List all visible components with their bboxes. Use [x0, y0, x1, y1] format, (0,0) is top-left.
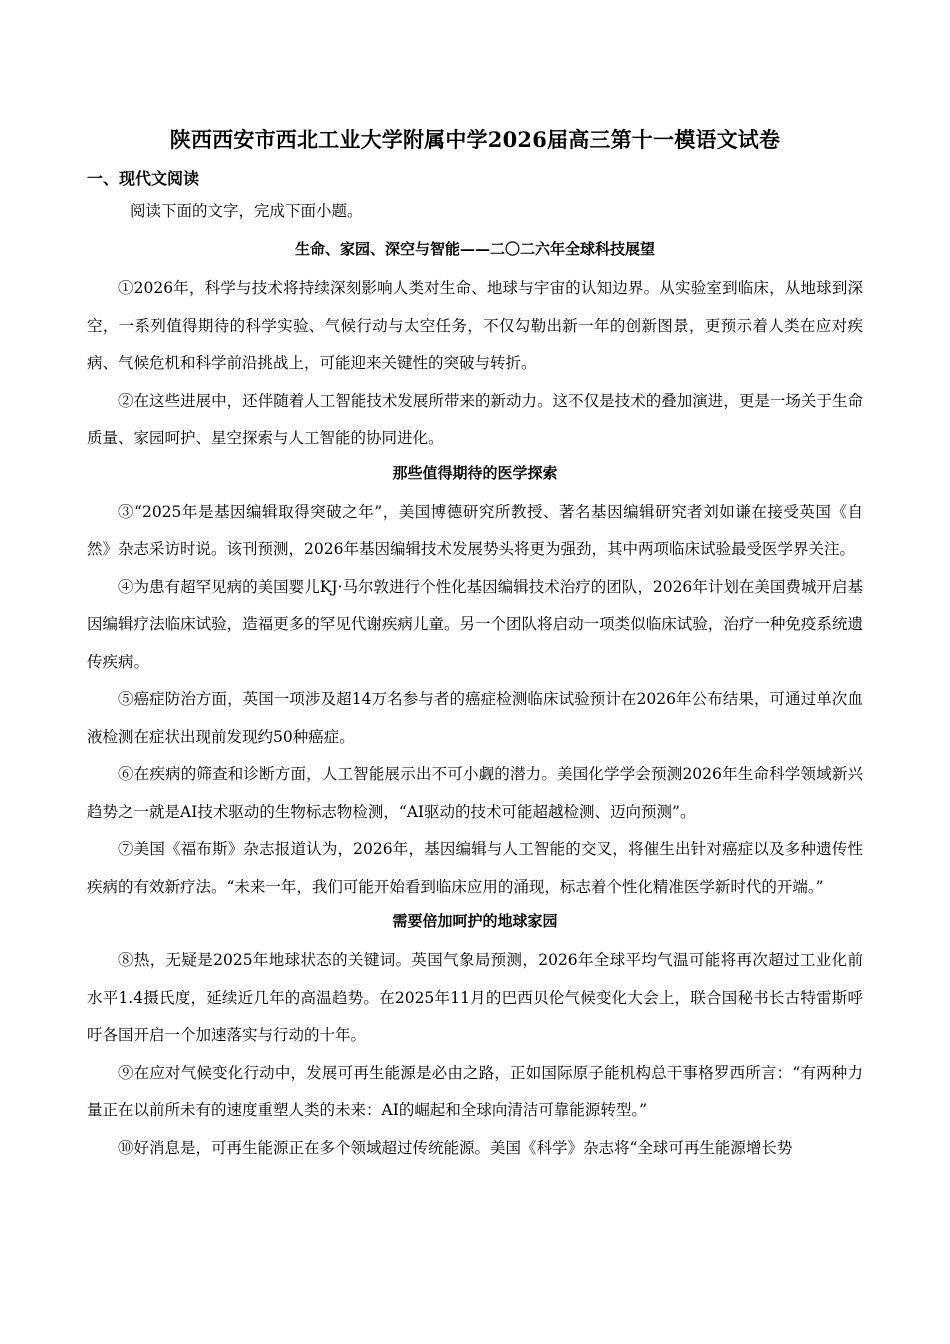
- paragraph-10: ⑩好消息是，可再生能源正在多个领域超过传统能源。美国《科学》杂志将“全球可再生能源增长势: [118, 1138, 793, 1157]
- paragraph-1: ①2026年，科学与技术将持续深刻影响人类对生命、地球与宇宙的认知边界。从实验室到临床，从地球到深空，一系列值得期待的科学实验、气候行动与太空任务，不仅勾勒出新一年的创新图景，更预示着人类在应对疾病、气候危机和科学前沿挑战上，可能迎来关键性的突破与转折。: [87, 279, 863, 372]
- paragraph-9: ⑨在应对气候变化行动中，发展可再生能源是必由之路，正如国际原子能机构总干事格罗西所言：“有两种力量正在以前所未有的速度重塑人类的未来：AI的崛起和全球向清洁可靠能源转型。”: [87, 1063, 863, 1119]
- paragraph-5: ⑤癌症防治方面，英国一项涉及超14万名参与者的癌症检测临床试验预计在2026年公布结果，可通过单次血液检测在症状出现前发现约50种癌症。: [87, 690, 863, 746]
- subheading-earth: 需要倍加呵护的地球家园: [392, 912, 558, 930]
- subheading-medical: 那些值得期待的医学探索: [392, 463, 558, 482]
- paragraph-6: ⑥在疾病的筛查和诊断方面，人工智能展示出不可小觑的潜力。美国化学学会预测2026年生命科学领域新兴趋势之一就是AI技术驱动的生物标志物检测，“AI驱动的技术可能超越检测、迈向预测”。: [87, 765, 863, 821]
- paragraph-8: ⑧热，无疑是2025年地球状态的关键词。英国气象局预测，2026年全球平均气温可能将再次超过工业化前水平1.4摄氏度，延续近几年的高温趋势。在2025年11月的巴西贝伦气候变化大会上，联合国秘书长古特雷斯呼吁各国开启一个加速落实与行动的十年。: [87, 951, 863, 1044]
- document-title: 陕西西安市西北工业大学附属中学2026届高三第十一模语文试卷: [169, 127, 781, 152]
- section-heading: 一、现代文阅读: [87, 169, 200, 188]
- paragraph-4: ④为患有超罕见病的美国婴儿KJ·马尔敦进行个性化基因编辑技术治疗的团队，2026年计划在美国费城开启基因编辑疗法临床试验，造福更多的罕见代谢疾病儿童。另一个团队将启动一项类似临床试验，治疗一种免疫系统遗传疾病。: [87, 577, 863, 671]
- paragraph-3: ③“2025年是基因编辑取得突破之年”，美国博德研究所教授、著名基因编辑研究者刘如谦在接受英国《自然》杂志采访时说。该刊预测，2026年基因编辑技术发展势头将更为强劲，其中两项临床试验最受医学界关注。: [87, 502, 863, 558]
- paragraph-7: ⑦美国《福布斯》杂志报道认为，2026年，基因编辑与人工智能的交叉，将催生出针对癌症以及多种遗传性疾病的有效新疗法。“未来一年，我们可能开始看到临床应用的涌现，标志着个性化精准医学新时代的开端。”: [87, 840, 863, 896]
- reading-instruction: 阅读下面的文字，完成下面小题。: [130, 202, 363, 220]
- article-title: 生命、家园、深空与智能——二〇二六年全球科技展望: [294, 240, 655, 258]
- article-body: [87, 236, 863, 1167]
- paragraph-2: ②在这些进展中，还伴随着人工智能技术发展所带来的新动力。这不仅是技术的叠加演进，更是一场关于生命质量、家园呵护、星空探索与人工智能的协同进化。: [87, 391, 863, 447]
